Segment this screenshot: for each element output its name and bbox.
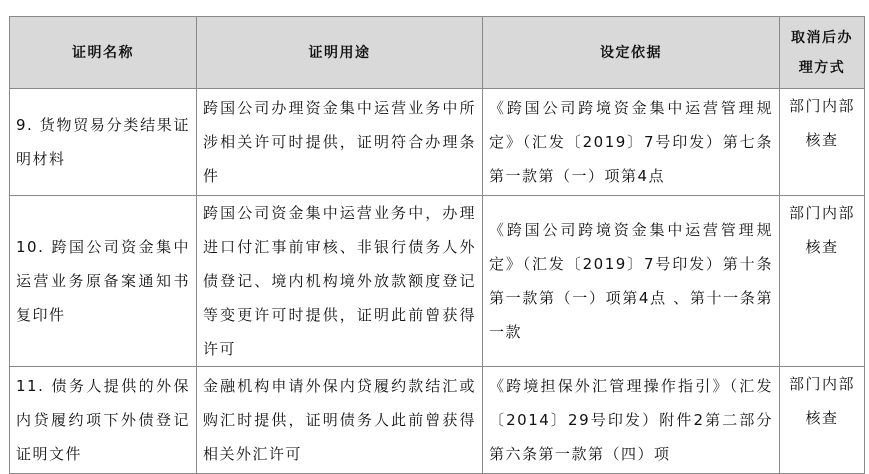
cell-purpose: 金融机构申请外保内贷履约款结汇或购汇时提供，证明债务人此前曾获得相关外汇许可	[197, 367, 483, 474]
cell-name: 10. 跨国公司资金集中运营业务原备案通知书复印件	[10, 196, 197, 367]
header-row	[10, 17, 865, 89]
cell-basis: 《跨国公司跨境资金集中运营管理规定》（汇发〔2019〕7号印发）第七条第一款第（一）项第4点	[483, 89, 780, 196]
table-row	[10, 89, 865, 196]
cell-name: 9. 货物贸易分类结果证明材料	[10, 89, 197, 196]
header-name: 证明名称	[10, 17, 197, 89]
header-purpose: 证明用途	[197, 17, 483, 89]
cell-basis: 《跨境担保外汇管理操作指引》（汇发〔2014〕29号印发）附件2第二部分第六条第一款第（四）项	[483, 367, 780, 474]
header-basis: 设定依据	[483, 17, 780, 89]
table-row	[10, 196, 865, 367]
cell-handling: 部门内部核查	[780, 367, 865, 474]
certificate-table	[9, 16, 865, 474]
cell-purpose: 跨国公司办理资金集中运营业务中所涉相关许可时提供，证明符合办理条件	[197, 89, 483, 196]
cell-name: 11. 债务人提供的外保内贷履约项下外债登记证明文件	[10, 367, 197, 474]
header-handling: 取消后办理方式	[780, 17, 865, 89]
cell-purpose: 跨国公司资金集中运营业务中，办理进口付汇事前审核、非银行债务人外债登记、境内机构境外放款额度登记等变更许可时提供，证明此前曾获得许可	[197, 196, 483, 367]
cell-basis: 《跨国公司跨境资金集中运营管理规定》（汇发〔2019〕7号印发）第十条第一款第（一）项第4点 、第十一条第一款	[483, 196, 780, 367]
cell-handling: 部门内部核查	[780, 196, 865, 367]
table-row	[10, 367, 865, 474]
cell-handling: 部门内部核查	[780, 89, 865, 196]
